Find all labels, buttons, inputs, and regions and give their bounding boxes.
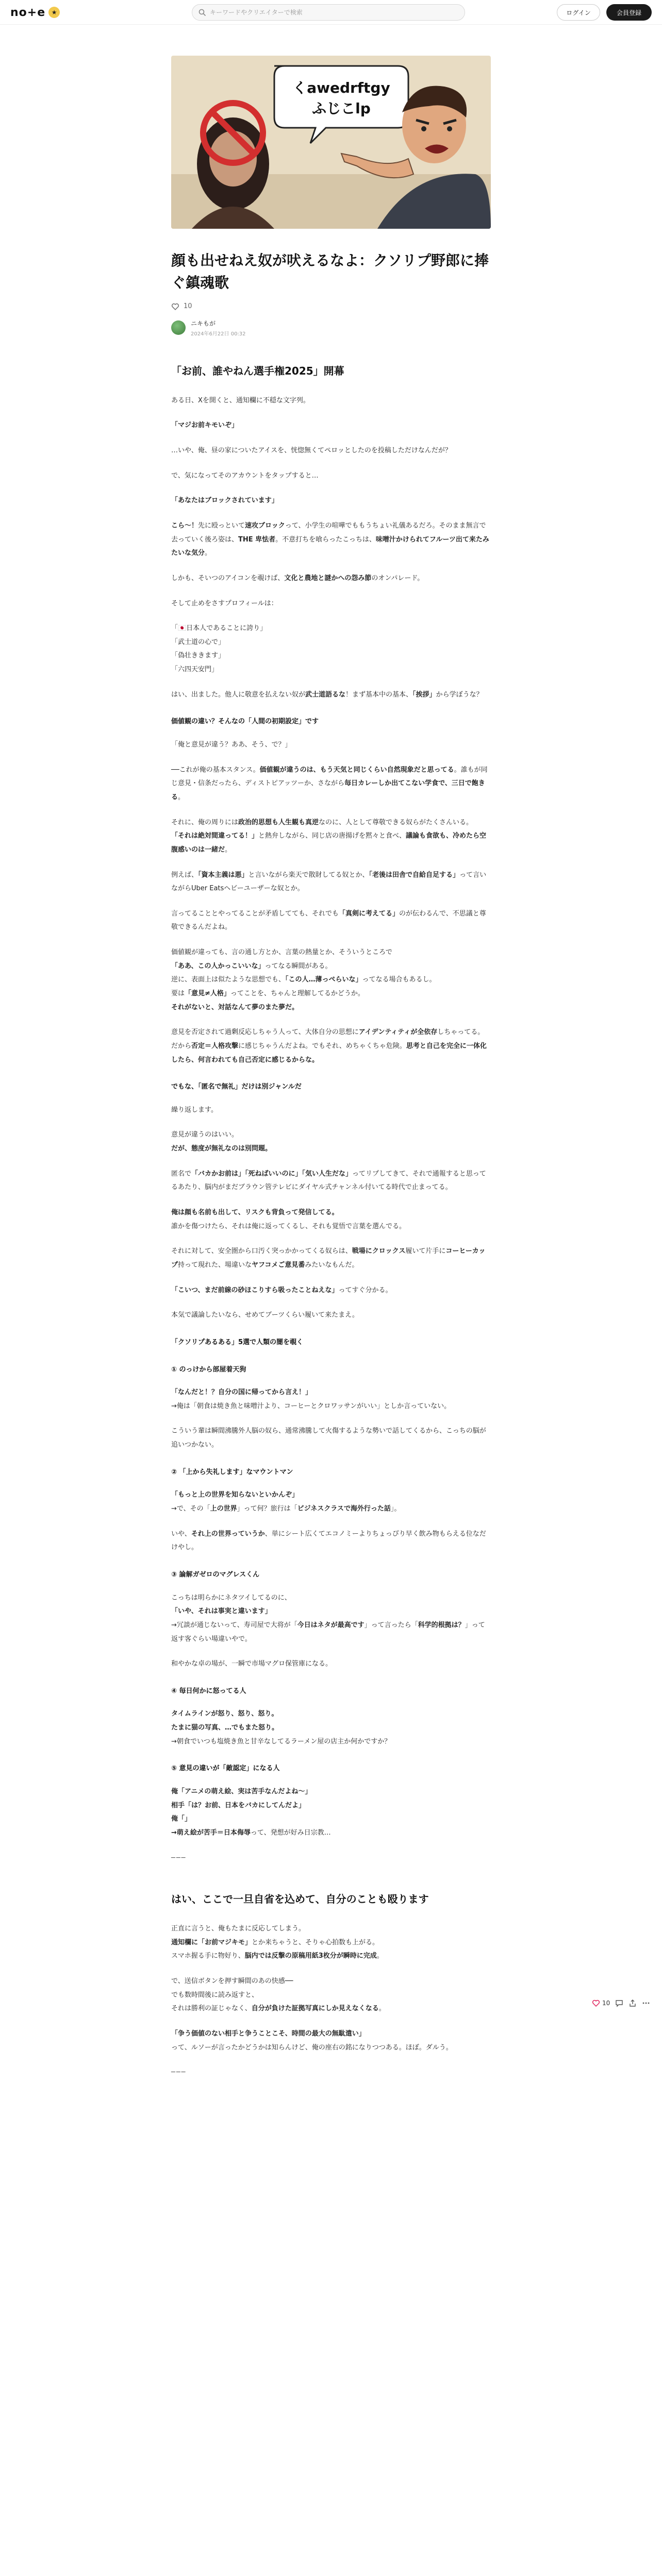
text: 意見が違うのはいい。	[171, 1131, 239, 1139]
paragraph: 「俺と意見が違う？ああ、そう、で？」	[171, 741, 292, 749]
text: ってすぐ分かる。	[338, 1286, 392, 1294]
bold-text: 武士道語るな	[305, 690, 346, 699]
text: 「🇯🇵日本人であることに誇り」	[171, 624, 267, 633]
speech-text-2: ふじこlp	[312, 100, 371, 117]
publish-date: 2024年6月22日 00:32	[191, 331, 246, 337]
bold-text: THE 卑怯者	[238, 535, 276, 544]
like-count: 10	[184, 302, 192, 311]
bold-text: それ上の世界っていうか	[191, 1530, 265, 1538]
bold-text: 「もっと上の世界を知らないといかんぞ」	[171, 1491, 299, 1499]
bold-text: 「争う価値のない相手と争うことこそ、時間の最大の無駄遣い」	[171, 2030, 366, 2038]
paragraph	[171, 764, 491, 805]
text: はい、出ました。他人に敬意を払えない奴が	[171, 690, 306, 699]
text: →俺は「朝食は焼き魚と味噌汁より、コーヒーとクロワッサンがいい」としか言っていない。	[171, 1402, 451, 1410]
speech-text-1: くawedrftgy	[292, 79, 390, 96]
article	[171, 56, 491, 2091]
text: 例えば、	[171, 871, 198, 879]
bold-text: 政治的思想も人生観も真逆	[238, 818, 319, 826]
bold-text: コーヒーカップ	[171, 1247, 486, 1269]
paragraph	[171, 1167, 491, 1195]
profile-quote	[171, 622, 491, 677]
heart-icon	[592, 1999, 600, 2007]
bold-text: 「挨拶」	[412, 690, 436, 699]
bold-text: 「いや、それは事実と違います」	[171, 1607, 272, 1616]
heart-icon[interactable]	[171, 302, 179, 311]
bold-text: 否定＝人格攻撃	[191, 1042, 239, 1050]
text: 正直に言うと、俺もたまに反応してしまう。	[171, 1925, 306, 1933]
search-icon	[198, 9, 206, 16]
text: ──これが俺の基本スタンス。	[171, 766, 260, 774]
text: ってことを、ちゃんと理解してるかどうか。	[230, 990, 365, 997]
subsection-heading: ⑤ 意見の違いが「敵認定」になる人	[171, 1765, 280, 1773]
text: 」って何？旅行は「	[237, 1505, 297, 1513]
text: 要は	[171, 990, 185, 997]
logo-badge-icon: ★	[48, 7, 60, 18]
paragraph	[171, 1128, 491, 1156]
bold-text: たまに猫の写真、…でもまた怒り。	[171, 1724, 279, 1732]
text: 価値観が違っても、言の通し方とか、言葉の熱量とか、そういうところで	[171, 948, 392, 957]
subsection-heading: ④ 毎日何かに怒ってる人	[171, 1687, 246, 1695]
paragraph	[171, 1488, 491, 1516]
login-button[interactable]: ログイン	[557, 4, 600, 21]
bold-text: 上の世界	[210, 1505, 237, 1513]
text: のが伝わるんで、不思議と尊敬できるんだよね。	[171, 909, 486, 931]
bold-text: 今日はネタが最高です	[297, 1621, 365, 1629]
paragraph	[171, 572, 491, 586]
text: みたいなもんだ。	[305, 1261, 359, 1269]
text: のオンパレード。	[371, 574, 424, 582]
text: 「偽壮ききます」	[171, 652, 225, 660]
text: 「武士道の心で」	[171, 638, 225, 646]
hero-image	[171, 56, 491, 229]
bold-text: 議論も食欲も、冷めたら空腹感いのは一緒だ	[171, 832, 487, 854]
subsection-heading: ① のっけから部屋着天狗	[171, 1365, 246, 1374]
paragraph	[171, 1975, 491, 2016]
logo-text: no+e	[10, 6, 46, 19]
text: ってリプしてきて、それで通報すると思ってるあたり、脳内がまだブラウン管テレビにダイヤル式チャンネル付いてる時代で止まってる。	[171, 1170, 486, 1192]
paragraph	[171, 494, 491, 508]
paragraph: ある日、Xを開くと、通知欄に不穏な文字列。	[171, 396, 310, 404]
separator: ───	[171, 2069, 187, 2077]
paragraph	[171, 1922, 491, 1963]
bold-text: 戦場にクロックス	[352, 1247, 406, 1256]
text: いや、	[171, 1530, 191, 1538]
more-button[interactable]	[642, 1999, 650, 2007]
bold-text: 「あなたはブロックされています」	[171, 497, 278, 505]
text: なのに、人として尊敬できる奴らがたくさんいる。	[319, 818, 473, 826]
like-row	[171, 302, 491, 311]
comment-button[interactable]	[615, 1999, 623, 2007]
text: それに対して、安全圏から口汚く突っかかってくる奴らは、	[171, 1247, 352, 1256]
text: に感じちゃうんだよね。でもそれ、めちゃくちゃ危険。	[238, 1042, 406, 1050]
text: 。	[376, 1952, 384, 1960]
paragraph: 繰り返します。	[171, 1106, 218, 1114]
text: それは勝利の証じゃなく、	[171, 2005, 252, 2013]
bold-text: 「ああ、この人かっこいいな」	[171, 962, 265, 970]
article-body	[171, 361, 491, 2080]
section-heading: 「クソリプあるある」5選で人類の闇を覗く	[171, 1338, 304, 1346]
paragraph	[171, 519, 491, 561]
paragraph	[171, 2027, 491, 2055]
top-bar	[0, 0, 662, 25]
paragraph	[171, 688, 491, 702]
bold-text: 価値観が違うのは、もう天気と同じくらい自然現象だと思ってる	[259, 766, 454, 774]
bold-text: 相手「は？お前、日本をバカにしてんだよ」	[171, 1801, 306, 1809]
text: ！まず基本中の基本、	[345, 690, 413, 699]
paragraph	[171, 1591, 491, 1647]
text: 履いて片手に	[405, 1247, 446, 1256]
subsection-heading: ③ 論解ガゼロのマグレスくん	[171, 1570, 260, 1579]
text: 。	[225, 845, 232, 854]
paragraph: そして止めをさすプロフィールは：	[171, 599, 278, 607]
bold-text: 「それは絶対間違ってる！」	[171, 832, 259, 840]
paragraph	[171, 946, 491, 1014]
bold-text: 「マジお前キモいぞ」	[171, 421, 239, 430]
subsection-heading: ② 「上から失礼します」なマウントマン	[171, 1468, 293, 1476]
text: 言ってることとやってることが矛盾してても、それでも	[171, 909, 339, 918]
text: と言いながら楽天で散財してる奴とか、	[248, 871, 369, 879]
comment-icon	[615, 1999, 623, 2007]
paragraph	[171, 1707, 491, 1749]
paragraph: 本気で議論したいなら、せめてブーツくらい履いて来たまえ。	[171, 1311, 359, 1319]
bold-text: だが、態度が無礼なのは別問題。	[171, 1145, 272, 1153]
paragraph	[171, 816, 491, 857]
bold-text: こら〜！	[171, 521, 198, 530]
text: しちゃってる。だから	[171, 1028, 485, 1050]
paragraph	[171, 1528, 491, 1555]
section-heading: 「お前、誰やねん選手権2025」開幕	[171, 364, 344, 377]
bold-text: アイデンティティが全依存	[358, 1028, 438, 1037]
avatar[interactable]	[171, 320, 186, 335]
paragraph: 和やかな卓の場が、一瞬で市場マグロ保管庫になる。	[171, 1660, 333, 1668]
bold-text: 科学的根拠は？	[418, 1621, 465, 1629]
text: →で、その「	[171, 1505, 210, 1513]
author-row	[171, 319, 491, 337]
text: で、送信ボタンを押す瞬間のあの快感──	[171, 1977, 293, 1986]
article-title: 顔も出せねえ奴が吠えるなよ：クソリプ野郎に捧ぐ鎮魂歌	[171, 252, 489, 292]
paragraph: こういう輩は瞬間沸騰外人脳の奴ら、通常沸騰して火傷するような勢いで話してくるから、こっちの脳が追いつかない。	[171, 1427, 486, 1449]
paragraph: …いや、俺、昼の家についたアイスを、恍惚無くてペロッとしたのを投稿しただけなんだが？	[171, 447, 452, 455]
bold-text: 通知欄に「お前マジキモ」	[171, 1938, 252, 1946]
text: 」って返す客ぐらい場違いやで。	[171, 1621, 485, 1643]
text: →冗談が通じないって、寿司屋で大将が「	[171, 1621, 297, 1629]
text: 。	[378, 2005, 386, 2013]
paragraph	[171, 907, 491, 935]
bold-text: 文化と農地と謎かへの怨み節	[284, 574, 372, 582]
text: 。不意打ちを喰らったこっちは、	[275, 535, 376, 544]
text: って言いながらUber Eatsヘビーユーザーな奴とか。	[171, 871, 487, 893]
paragraph: で、気になってそのアカウントをタップすると…	[171, 471, 319, 480]
text: それに、俺の周りには	[171, 818, 239, 826]
bold-text: 脳内では反撃の原稿用紙3枚分が瞬時に完成	[244, 1952, 377, 1960]
text: 匿名で	[171, 1170, 192, 1178]
text: 持って現れた、場違いな	[178, 1261, 252, 1269]
bold-text: →萌え絵が苦手＝日本侮辱	[171, 1828, 251, 1837]
share-icon	[628, 1999, 637, 2007]
text: こっちは明らかにネタツイしてるのに、	[171, 1594, 291, 1602]
text: 誰かを傷つけたら、それは俺に返ってくるし、それも覚悟で言葉を選んでる。	[171, 1222, 406, 1230]
share-button[interactable]	[628, 1999, 637, 2007]
text: 先に殴っといて	[198, 521, 245, 530]
bold-text: 自分が負けた証拠写真にしか見えなくなる	[251, 2005, 379, 2013]
bold-text: ビジネスクラスで海外行った話	[297, 1505, 391, 1513]
like-button[interactable]	[592, 1999, 610, 2007]
text: ってなる場合もあるし。	[362, 976, 436, 984]
bold-text: 俺「」	[171, 1815, 192, 1823]
text: 」。	[390, 1505, 401, 1513]
paragraph	[171, 1284, 491, 1298]
bold-text: 「バカかお前は」「死ねばいいのに」「気い人生だな」	[191, 1170, 353, 1178]
text: って、小学生の喧嘩でももうちょい礼儀あるだろ。そのまま無言で去っていく後ろ姿は、	[171, 521, 486, 544]
floating-actions	[592, 1999, 650, 2007]
bold-text: 「真剣に考えてる」	[339, 909, 400, 918]
text: →朝食でいつも塩焼き魚と甘辛なしてるラーメン屋の店主か何かですか？	[171, 1737, 391, 1745]
section-heading: でもな、「匿名で無礼」だけは別ジャンルだ	[171, 1083, 302, 1091]
bold-text: 味噌汁かけられてフルーツ出て来たみたいな気分	[171, 535, 489, 557]
signup-button[interactable]: 会員登録	[606, 4, 652, 21]
text: と熱弁しながら、同じ店の唐揚げを黙々と食べ、	[258, 832, 406, 840]
text: 。	[205, 549, 212, 557]
text: しかも、そいつのアイコンを覗けば、	[171, 574, 285, 582]
text: 、単にシート広くてエコノミーよりちょっぴり早く飲み物もらえる位なだけやし。	[171, 1530, 486, 1552]
bold-text: 俺は顔も名前も出して、リスクも背負って発信してる。	[171, 1209, 339, 1217]
paragraph	[171, 1026, 491, 1067]
text: でも数時間後に読み返すと、	[171, 1991, 259, 1999]
text: って、発想が好み日宗教…	[250, 1828, 331, 1837]
text: 。誰もが同じ意見・信条だったら、ディストピアッツーか、さながら	[171, 766, 488, 788]
text: 「六四天安門」	[171, 666, 219, 674]
text: 」って言ったら「	[364, 1621, 418, 1629]
bold-text: 毎日カレーしか出てこない学食で、三日で飽きる	[171, 779, 485, 801]
more-icon	[642, 1999, 650, 2007]
paragraph	[171, 1245, 491, 1272]
separator: ───	[171, 1854, 187, 1862]
section-heading: 価値観の違い？そんなの「人間の初期設定」です	[171, 718, 319, 726]
text: 逆に、表面上は似たような思想でも、	[171, 976, 286, 984]
note-logo[interactable]	[10, 6, 60, 19]
bold-text: ヤフコメご意見番	[252, 1261, 305, 1269]
bold-text: 「なんだと！？自分の国に帰ってから言え！」	[171, 1388, 312, 1397]
bold-text: 思考と自己を完全に一体化したら、何言われても自己否定に感じるからな。	[171, 1042, 487, 1064]
bold-text: 速攻ブロック	[245, 521, 285, 530]
text: 。	[178, 793, 185, 801]
bold-text: 「老後は田舎で自給自足する」	[369, 871, 460, 879]
paragraph	[171, 1386, 491, 1413]
paragraph	[171, 869, 491, 896]
bold-text: それがないと、対話なんて夢のまた夢だ。	[171, 1003, 299, 1011]
bold-text: タイムラインが怒り、怒り、怒り。	[171, 1710, 278, 1718]
bold-text: 「この人…薄っぺらいな」	[285, 976, 362, 984]
bold-text: 「資本主義は悪」	[198, 871, 249, 879]
text: って、ルソーが言ったかどうかは知らんけど、俺の座右の銘になりつつある。ほぼ。ダルう。	[171, 2043, 453, 2052]
bold-text: 俺「アニメの萌え絵、実は苦手なんだよね〜」	[171, 1787, 312, 1795]
text: スマホ握る手に物好り、	[171, 1952, 245, 1960]
paragraph	[171, 1206, 491, 1233]
paragraph	[171, 1785, 491, 1840]
bold-text: 「こいつ、まだ前線の砂ほこりすら吸ったことねえな」	[171, 1286, 339, 1294]
section-heading: はい、ここで一旦自省を込めて、自分のことも殴ります	[171, 1893, 429, 1906]
text: 意見を否定されて過剰反応しちゃう人って、大体自分の思想に	[171, 1028, 359, 1037]
text: とか来ちゃうと、そりゃ心拍数も上がる。	[252, 1938, 379, 1946]
search-input[interactable]	[210, 9, 447, 16]
text: ってなる瞬間がある。	[264, 962, 332, 970]
bold-text: 「意見≠人格」	[185, 990, 230, 997]
side-like-count: 10	[602, 1999, 610, 2007]
author-name[interactable]: ニキもが	[191, 319, 216, 327]
search-box[interactable]	[192, 4, 465, 21]
paragraph	[171, 419, 491, 433]
text: から学ぼうな？	[436, 690, 483, 699]
